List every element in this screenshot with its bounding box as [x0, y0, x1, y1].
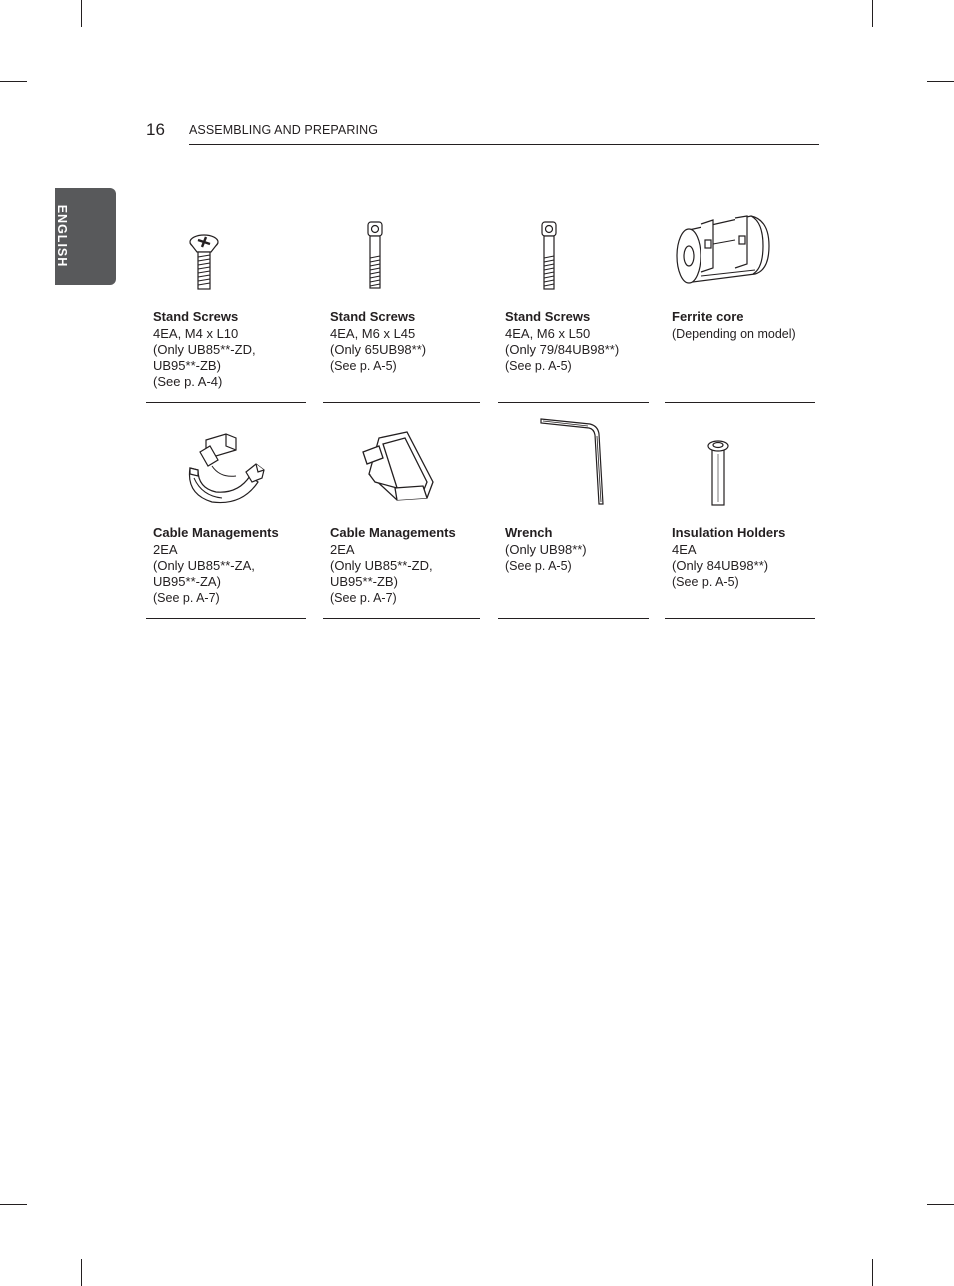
item-rule — [146, 402, 306, 403]
item-detail: (See p. A-5) — [505, 359, 572, 373]
item-detail: UB95**-ZB) — [153, 358, 221, 373]
section-title: ASSEMBLING AND PREPARING — [189, 123, 379, 137]
item-cable-managements-curved — [146, 416, 306, 619]
crop-mark — [0, 1204, 27, 1205]
item-detail: (Only UB85**-ZD, — [153, 342, 256, 357]
item-cable-managements-bracket — [323, 416, 480, 619]
item-detail: 2EA — [330, 542, 355, 557]
item-rule — [665, 618, 815, 619]
item-detail: 4EA — [672, 542, 697, 557]
item-detail: (See p. A-5) — [330, 359, 397, 373]
item-detail: 4EA, M6 x L50 — [505, 326, 591, 341]
item-rule — [498, 402, 649, 403]
insulation-holder-icon — [665, 416, 815, 516]
item-rule — [323, 402, 480, 403]
item-detail: (Only 65UB98**) — [330, 342, 427, 357]
flat-head-screw-icon — [146, 200, 306, 300]
cable-clip-bracket-icon — [323, 416, 480, 516]
item-detail: (See p. A-7) — [153, 591, 220, 605]
item-name: Wrench — [505, 525, 553, 540]
item-ferrite-core — [665, 200, 815, 403]
language-tab-label: ENGLISH — [55, 204, 69, 268]
crop-mark — [927, 1204, 954, 1205]
item-name: Cable Managements — [153, 525, 279, 540]
hex-wrench-icon — [498, 416, 649, 516]
hex-socket-screw-icon — [323, 200, 480, 300]
item-detail: (See p. A-5) — [672, 575, 739, 589]
cable-clip-curved-icon — [146, 416, 306, 516]
ferrite-core-icon — [665, 200, 815, 300]
item-name: Ferrite core — [672, 309, 744, 324]
crop-mark — [81, 0, 82, 27]
item-detail: (See p. A-5) — [505, 559, 572, 573]
item-detail: (Depending on model) — [672, 327, 796, 341]
item-name: Stand Screws — [330, 309, 416, 324]
crop-mark — [872, 0, 873, 27]
header-rule — [189, 144, 819, 145]
item-rule — [498, 618, 649, 619]
item-detail: 2EA — [153, 542, 178, 557]
page-number: 16 — [146, 120, 165, 139]
item-rule — [665, 402, 815, 403]
item-detail: (See p. A-4) — [153, 374, 223, 389]
crop-mark — [81, 1259, 82, 1286]
item-stand-screws-m6-l50 — [498, 200, 649, 403]
crop-mark — [0, 81, 27, 82]
item-name: Cable Managements — [330, 525, 456, 540]
item-name: Stand Screws — [505, 309, 591, 324]
item-detail: 4EA, M4 x L10 — [153, 326, 239, 341]
hex-socket-screw-icon — [498, 200, 649, 300]
item-detail: (See p. A-7) — [330, 591, 397, 605]
item-wrench — [498, 416, 649, 619]
item-detail: (Only UB98**) — [505, 542, 587, 557]
item-rule — [323, 618, 480, 619]
item-detail: (Only UB85**-ZD, — [330, 558, 433, 573]
item-rule — [146, 618, 306, 619]
item-name: Stand Screws — [153, 309, 239, 324]
item-detail: (Only 79/84UB98**) — [505, 342, 620, 357]
item-stand-screws-m6-l45 — [323, 200, 480, 403]
item-detail: (Only UB85**-ZA, — [153, 558, 255, 573]
item-detail: UB95**-ZA) — [153, 574, 221, 589]
item-name: Insulation Holders — [672, 525, 786, 540]
item-detail: UB95**-ZB) — [330, 574, 398, 589]
item-stand-screws-m4 — [146, 200, 306, 403]
item-detail: (Only 84UB98**) — [672, 558, 769, 573]
item-insulation-holders — [665, 416, 815, 619]
crop-mark — [927, 81, 954, 82]
item-detail: 4EA, M6 x L45 — [330, 326, 416, 341]
crop-mark — [872, 1259, 873, 1286]
